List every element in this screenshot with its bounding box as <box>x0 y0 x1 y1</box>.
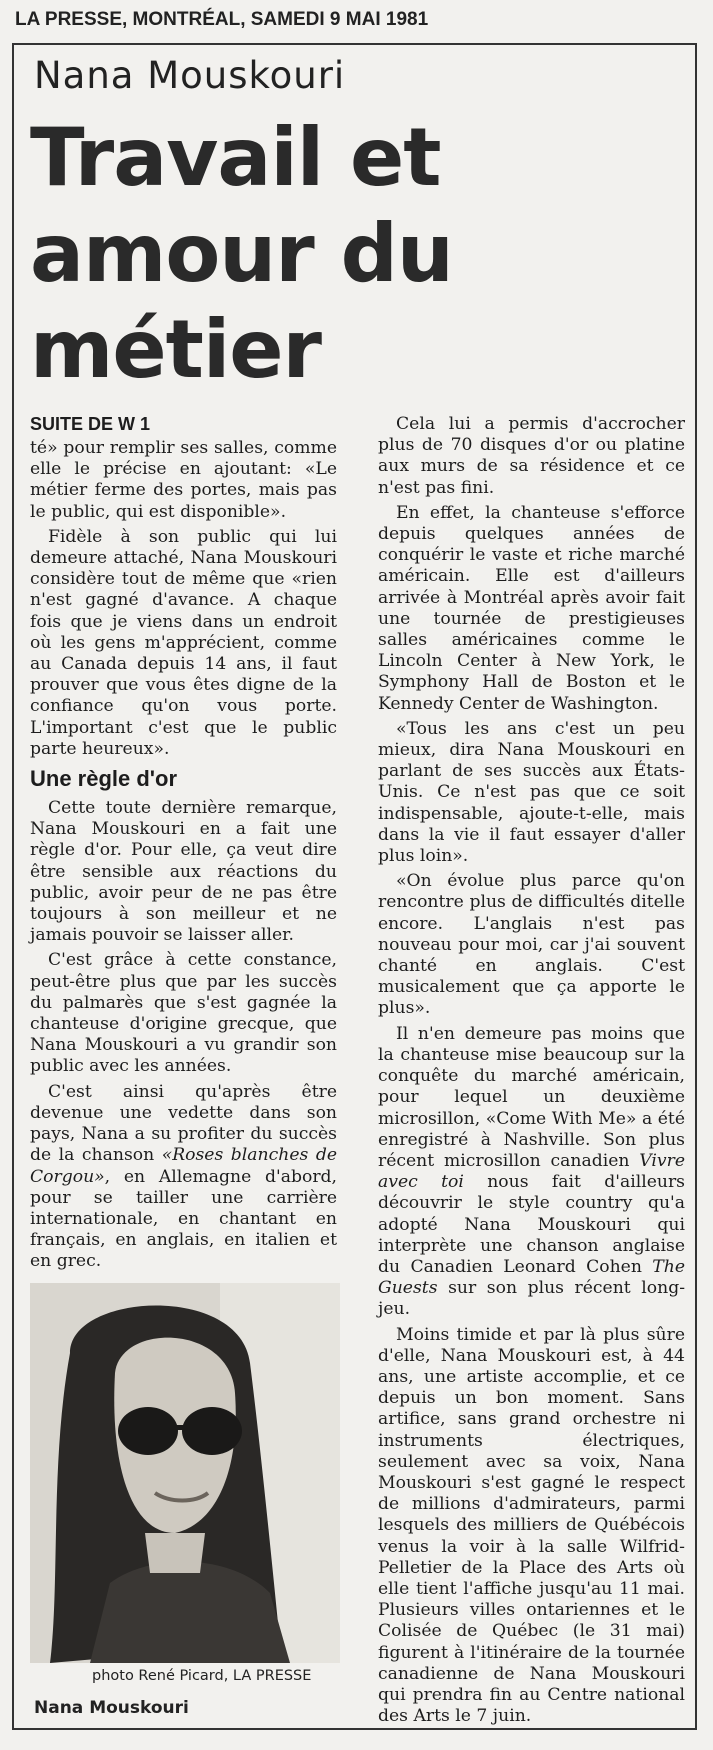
article-column-right <box>378 414 685 1731</box>
paragraph: Moins timide et par là plus sûre d'elle, Nana Mouskouri est, à 44 ans, une artiste accomplie, et ce depuis un bon moment. Sans artifice, sans grand orchestre ni instruments électriques, seulement avec sa voix, Nana Mouskouri s'est gagné le respect de millions d'admirateurs, parmi lesquels des milliers de Québécois venus la voir à la salle Wilfrid-Pelletier de la Place des Arts où elle tient l'affiche jusqu'au 11 mai. Plusieurs villes ontariennes et le Colisée de Québec (le 31 mai) figurent à l'itinéraire de la tournée canadienne de Nana Mouskouri qui prendra fin au Centre national des Arts le 7 juin. <box>378 1324 685 1727</box>
paragraph: Cette toute dernière remarque, Nana Mouskouri en a fait une règle d'or. Pour elle, ça veut dire être sensible aux réactions du public, avoir peur de ne pas être toujours à son meilleur et ne jamais pouvoir se laisser aller. <box>30 798 337 946</box>
song-title: «Roses blanches de Corgou» <box>30 1145 337 1187</box>
paragraph: C'est grâce à cette constance, peut-être plus que par les succès du palmarès que s'est gagnée la chanteuse d'origine grecque, que Nana Mouskouri a vu grandir son public avec les années. <box>30 950 337 1077</box>
paragraph: «On évolue plus parce qu'on rencontre plus de difficultés ditelle encore. L'anglais n'est pas nouveau pour moi, car j'ai souvent chanté en anglais. C'est musicalement que ça apporte le plus». <box>378 871 685 1019</box>
text-run: Il n'en demeure pas moins que la chanteuse mise beaucoup sur la conquête du marché américain, pour lequel un deuxième microsillon, «Come With Me» a été enregistré à Nashville. Son plus récent microsillon canadien <box>378 1023 685 1171</box>
text-run: C'est ainsi qu'après être devenue une vedette dans son pays, Nana a su profiter du succès de la chanson <box>30 1081 337 1166</box>
portrait-photo <box>30 1283 340 1663</box>
paragraph: Cela lui a permis d'accrocher plus de 70 disques d'or ou platine aux murs de sa résidence et ce n'est pas fini. <box>378 414 685 498</box>
article-headline: Travail et amour du métier <box>30 111 453 396</box>
paragraph <box>378 1024 685 1321</box>
article-column-left <box>30 414 337 1277</box>
paragraph: «Tous les ans c'est un peu mieux, dira Nana Mouskouri en parlant de ses succès aux États-Unis. Ce n'est pas que ce soit indispensable, ajoute-t-elle, mais dans la vie il faut essayer d'aller plus loin». <box>378 718 685 867</box>
paragraph <box>30 1082 337 1273</box>
section-subheading: Une règle d'or <box>30 766 178 792</box>
text-run: sur son plus récent long-jeu. <box>378 1278 685 1320</box>
photo-credit: photo René Picard, LA PRESSE <box>92 1668 312 1684</box>
portrait-illustration <box>30 1283 340 1663</box>
masthead: LA PRESSE, MONTRÉAL, SAMEDI 9 MAI 1981 <box>15 9 429 30</box>
paragraph: En effet, la chanteuse s'efforce depuis quelques années de conquérir le vaste et riche marché américain. Elle est d'ailleurs arrivée à Montréal après avoir fait une tournée de prestigieuses salles américaines comme le Lincoln Center à New York, le Symphony Hall de Boston et le Kennedy Center de Washington. <box>378 502 685 714</box>
article-kicker: Nana Mouskouri <box>34 54 346 97</box>
album-title: Vivre avec toi <box>378 1150 685 1193</box>
song-title: The Guests <box>378 1256 685 1299</box>
photo-caption: Nana Mouskouri <box>34 1698 189 1718</box>
text-run: , en Allemagne d'abord, pour se tailler une carrière internationale, en chantant en français, en anglais, en italien et en grec. <box>30 1166 337 1272</box>
paragraph: té» pour remplir ses salles, comme elle le précise en ajoutant: «Le métier ferme des portes, mais pas le public, qui est disponible». <box>30 438 337 522</box>
continuation-label: SUITE DE W 1 <box>30 414 151 434</box>
paragraph: Fidèle à son public qui lui demeure attaché, Nana Mouskouri considère tout de même que «rien n'est gagné d'avance. A chaque fois que je viens dans un endroit où les gens m'apprécient, comme au Canada depuis 14 ans, il faut prouver que vous êtes digne de la confiance qu'on vous porte. L'important c'est que le public parte heureux». <box>30 526 337 759</box>
text-run: nous fait d'ailleurs découvrir le style country qu'a adopté Nana Mouskouri qui interprète une chanson anglaise du Canadien Leonard Cohen <box>378 1172 685 1277</box>
